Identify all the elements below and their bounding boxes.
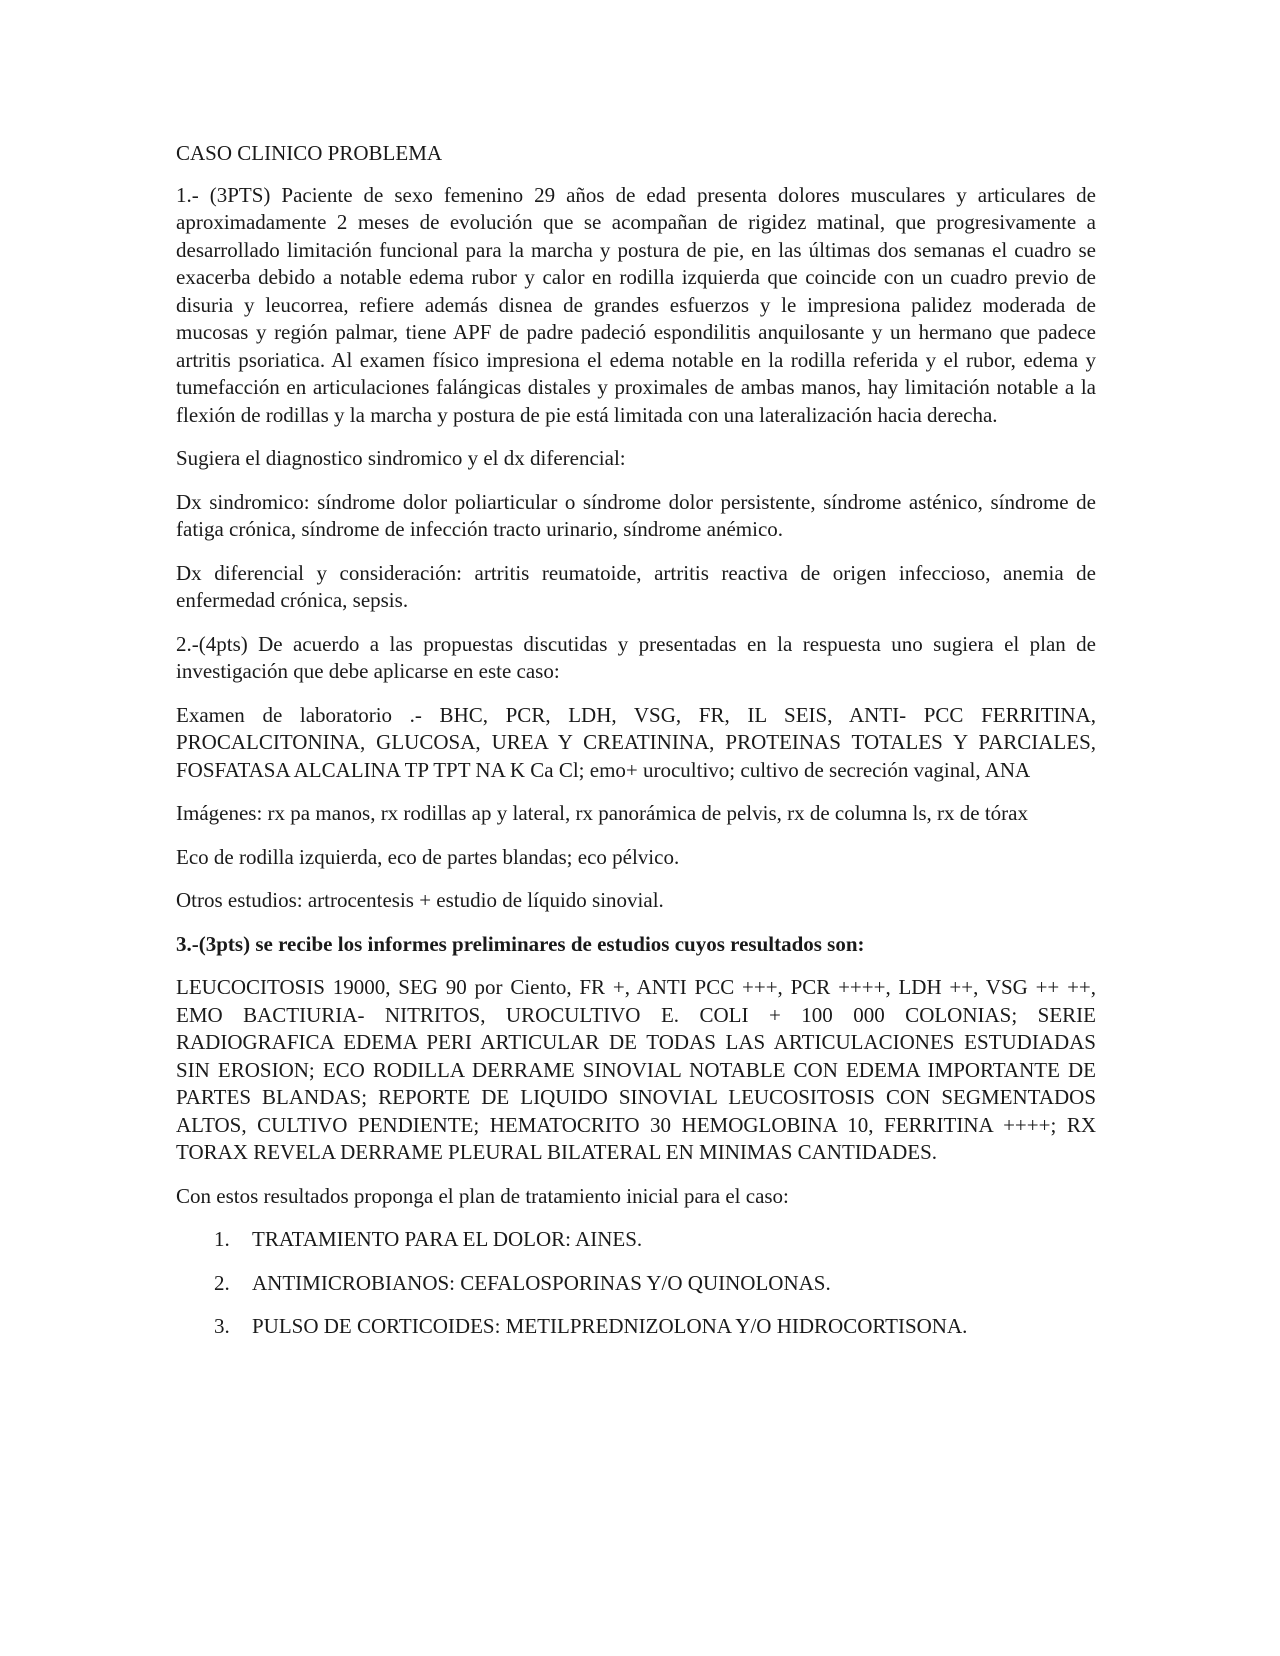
question-3-heading: 3.-(3pts) se recibe los informes preliminares de estudios cuyos resultados son: xyxy=(176,931,865,956)
treatment-intro: Con estos resultados proponga el plan de tratamiento inicial para el caso: xyxy=(176,1183,789,1208)
question-2-paragraph: 2.-(4pts) De acuerdo a las propuestas discutidas y presentadas en la respuesta uno sugiera el plan de investigación que debe aplicarse en este caso: xyxy=(176,631,1096,683)
lab-exams-paragraph: Examen de laboratorio .- BHC, PCR, LDH, VSG, FR, IL SEIS, ANTI- PCC FERRITINA, PROCALCITONINA, GLUCOSA, UREA Y CREATININA, PROTEINAS TOTALES Y PARCIALES, FOSFATASA ALCALINA TP TPT NA K Ca Cl; emo+ urocultivo; cultivo de secreción vaginal, ANA xyxy=(176,702,1096,782)
list-item-number: 2. xyxy=(214,1270,230,1295)
document-title: CASO CLINICO PROBLEMA xyxy=(176,141,443,165)
other-studies-paragraph: Otros estudios: artrocentesis + estudio de líquido sinovial. xyxy=(176,888,664,912)
list-item xyxy=(176,1270,1096,1298)
list-item xyxy=(176,1313,1096,1341)
dx-sindromico-paragraph: Dx sindromico: síndrome dolor poliarticular o síndrome dolor persistente, síndrome asténico, síndrome de fatiga crónica, síndrome de infección tracto urinario, síndrome anémico. xyxy=(176,489,1096,541)
list-item-text: PULSO DE CORTICOIDES: METILPREDNIZOLONA Y/O HIDROCORTISONA. xyxy=(252,1314,968,1338)
eco-paragraph: Eco de rodilla izquierda, eco de partes blandas; eco pélvico. xyxy=(176,844,680,869)
treatment-list xyxy=(176,1226,1096,1341)
question-1-paragraph: 1.- (3PTS) Paciente de sexo femenino 29 años de edad presenta dolores musculares y articulares de aproximadamente 2 meses de evolución que se acompañan de rigidez matinal, que progresivamente a desarrollado limitación funcional para la marcha y postura de pie, en las últimas dos semanas el cuadro se exacerba debido a notable edema rubor y calor en rodilla izquierda que coincide con un cuadro previo de disuria y leucorrea, refiere además disnea de grandes esfuerzos y le impresiona palidez moderada de mucosas y región palmar, tiene APF de padre padeció espondilitis anquilosante y un hermano que padece artritis psoriatica. Al examen físico impresiona el edema notable en la rodilla referida y el rubor, edema y tumefacción en articulaciones falángicas distales y proximales de ambas manos, hay limitación notable a la flexión de rodillas y la marcha y postura de pie está limitada con una lateralización hacia derecha. xyxy=(176,182,1096,427)
list-item xyxy=(176,1226,1096,1254)
document-page xyxy=(176,140,1096,1357)
list-item-number: 1. xyxy=(214,1227,230,1251)
imaging-paragraph: Imágenes: rx pa manos, rx rodillas ap y lateral, rx panorámica de pelvis, rx de columna ls, rx de tórax xyxy=(176,801,1028,825)
suggest-diagnosis-prompt: Sugiera el diagnostico sindromico y el dx diferencial: xyxy=(176,446,626,470)
list-item-number: 3. xyxy=(214,1314,230,1338)
list-item-text: ANTIMICROBIANOS: CEFALOSPORINAS Y/O QUINOLONAS. xyxy=(252,1270,831,1295)
list-item-text: TRATAMIENTO PARA EL DOLOR: AINES. xyxy=(252,1227,643,1251)
dx-diferencial-paragraph: Dx diferencial y consideración: artritis reumatoide, artritis reactiva de origen infeccioso, anemia de enfermedad crónica, sepsis. xyxy=(176,560,1096,612)
results-paragraph: LEUCOCITOSIS 19000, SEG 90 por Ciento, FR +, ANTI PCC +++, PCR ++++, LDH ++, VSG ++ ++, EMO BACTIURIA- NITRITOS, UROCULTIVO E. COLI + 100 000 COLONIAS; SERIE RADIOGRAFICA EDEMA PERI ARTICULAR DE TODAS LAS ARTICULACIONES ESTUDIADAS SIN EROSION; ECO RODILLA DERRAME SINOVIAL NOTABLE CON EDEMA IMPORTANTE DE PARTES BLANDAS; REPORTE DE LIQUIDO SINOVIAL LEUCOSITOSIS CON SEGMENTADOS ALTOS, CULTIVO PENDIENTE; HEMATOCRITO 30 HEMOGLOBINA 10, FERRITINA ++++; RX TORAX REVELA DERRAME PLEURAL BILATERAL EN MINIMAS CANTIDADES. xyxy=(176,975,1096,1164)
